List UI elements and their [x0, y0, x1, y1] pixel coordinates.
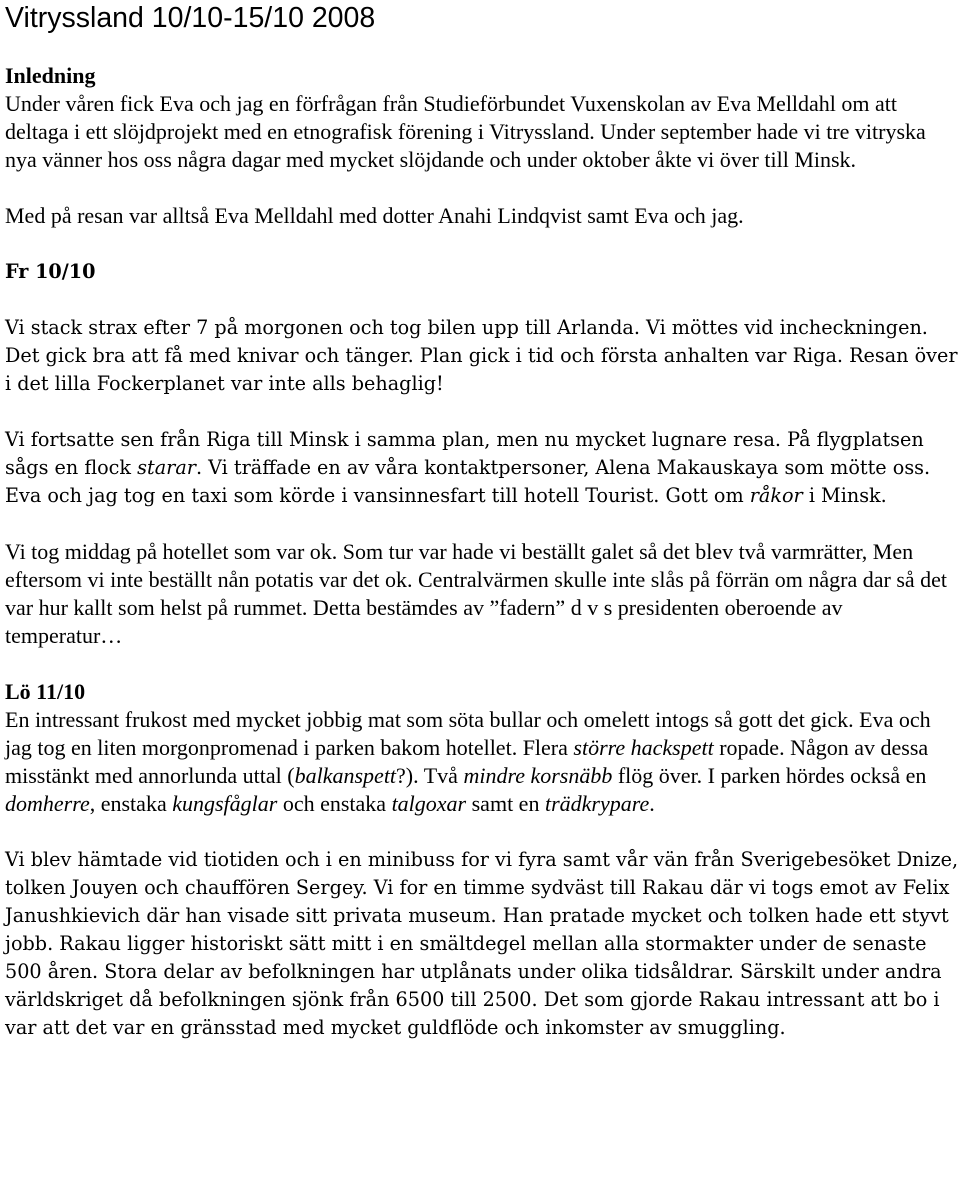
intro-heading: Inledning: [5, 63, 96, 88]
intro-paragraph-2: Med på resan var alltså Eva Melldahl med dotter Anahi Lindqvist samt Eva och jag.: [5, 203, 744, 228]
text-run: och enstaka: [277, 791, 392, 816]
fr-paragraph-1: Vi stack strax efter 7 på morgonen och tog bilen upp till Arlanda. Vi möttes vid incheckningen. Det gick bra att få med knivar och tänger. Plan gick i tid och första anhalten var Riga. Resan över i det lilla Fockerplanet var inte alls behaglig!: [5, 316, 958, 395]
fr-heading: Fr 10/10: [5, 260, 96, 283]
text-run: .: [649, 791, 655, 816]
text-run: , enstaka: [89, 791, 173, 816]
bird-name: domherre: [5, 791, 90, 816]
bird-name: större hackspett: [573, 735, 714, 760]
fr-continued-section: [5, 510, 960, 818]
text-run: flög över. I parken hördes också en: [612, 763, 927, 788]
spacer: [5, 398, 960, 426]
text-run: i Minsk.: [802, 484, 887, 507]
document-title: Vitryssland 10/10-15/10 2008: [5, 2, 376, 34]
lo-heading: Lö 11/10: [5, 679, 86, 704]
text-run: ropade. Någon av dessa misstänkt med annorlunda uttal (: [5, 735, 929, 788]
text-run: samt en: [466, 791, 545, 816]
fr-paragraph-2: [5, 426, 960, 510]
spacer: [5, 510, 960, 538]
text-run: . Vi träffade en av våra kontaktpersoner, Alena Makauskaya som mötte oss. Eva och jag tog en taxi som körde i vansinnesfart till hotell Tourist. Gott om: [5, 456, 931, 507]
intro-section: [5, 62, 960, 258]
bird-name: trädkrypare: [544, 791, 650, 816]
bird-name: starar: [137, 456, 196, 479]
bird-name: råkor: [749, 484, 803, 507]
bird-name: mindre korsnäbb: [463, 763, 613, 788]
lo-paragraph-1: [5, 706, 960, 818]
text-run: ?). Två: [396, 763, 464, 788]
lo-paragraph-2: Vi blev hämtade vid tiotiden och i en minibuss for vi fyra samt vår vän från Sverigebesöket Dnize, tolken Jouyen och chauffören Sergey. Vi for en timme sydväst till Rakau där vi togs emot av Felix Janushkievich där han visade sitt privata museum. Han pratade mycket och tolken hade ett styvt jobb. Rakau ligger historiskt sätt mitt i en smältdegel mellan alla stormakter under de senaste 500 åren. Stora delar av befolkningen har utplånats under olika tidsåldrar. Särskilt under andra världskriget då befolkningen sjönk från 6500 till 2500. Det som gjorde Rakau intressant att bo i var att det var en gränsstad med mycket guldflöde och inkomster av smuggling.: [5, 848, 959, 1039]
spacer: [5, 650, 960, 678]
intro-paragraph-1: Under våren fick Eva och jag en förfrågan från Studieförbundet Vuxenskolan av Eva Melldahl om att deltaga i ett slöjdprojekt med en etnografisk förening i Vitryssland. Under september hade vi tre vitryska nya vänner hos oss några dagar med mycket slöjdande och under oktober åkte vi över till Minsk.: [5, 91, 926, 172]
text-run: En intressant frukost med mycket jobbig mat som söta bullar och omelett intogs så gott det gick. Eva och jag tog en liten morgonpromenad i parken bakom hotellet. Flera: [5, 707, 931, 760]
bird-name: kungsfåglar: [172, 791, 278, 816]
spacer: [5, 818, 960, 846]
lo-continued-section: [5, 818, 960, 1042]
fr-section: [5, 258, 960, 510]
bird-name: talgoxar: [391, 791, 467, 816]
spacer: [5, 174, 960, 202]
spacer: [5, 286, 960, 314]
fr-paragraph-3: Vi tog middag på hotellet som var ok. Som tur var hade vi beställt galet så det blev två varmrätter, Men eftersom vi inte beställt nån potatis var det ok. Centralvärmen skulle inte slås på förrän om några dar så det var hur kallt som helst på rummet. Detta bestämdes av ”fadern” d v s presidenten oberoende av temperatur…: [5, 539, 948, 648]
spacer: [5, 230, 960, 258]
text-run: Vi fortsatte sen från Riga till Minsk i samma plan, men nu mycket lugnare resa. På flygplatsen sågs en flock: [5, 428, 924, 479]
bird-name: balkanspett: [294, 763, 397, 788]
